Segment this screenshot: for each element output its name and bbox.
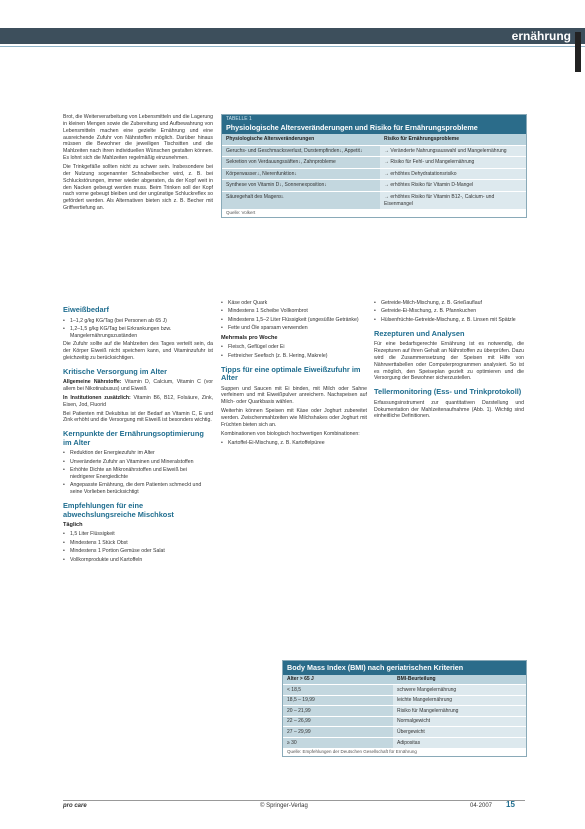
table-row [283,716,526,727]
heading-critical-supply: Kritische Versorgung im Alter [63,366,168,376]
heading-protein-need: Eiweißbedarf [63,305,109,314]
table-row [283,684,526,695]
table-cell: 22 – 26,99 [283,717,393,727]
list-item: • Reduktion der Energiezufuhr im Alter [63,450,213,457]
footer-publisher: © Springer-Verlag [260,803,308,809]
list-item: • Angepasste Ernährung, die dem Patienten schmeckt und seine Vorlieben berücksichtigt [63,482,213,496]
table-cell: Geruchs- und Geschmacksverlust, Durstempfinden↓, Appetit↓ [222,146,380,157]
table-bmi [282,660,527,757]
table-cell: Normalgewicht [397,718,431,725]
table-source: Quelle: Volkert [226,210,256,216]
list-item: • Mindestens 1,5–2 Liter Flüssigkeit (ungesüßte Getränke) [221,317,367,324]
list-item: • Mindestens 1 Stück Obst [63,540,213,547]
table-cell: → Risiko für Fehl- und Mangelernährung [384,159,475,166]
table-row [222,156,526,168]
table-cell: 18,5 – 19,99 [283,696,393,706]
table-row [222,191,526,209]
footer-journal: pro care [63,803,87,809]
list [63,450,213,496]
table-cell: Sekretion von Verdauungssäften↓, Zahnprobleme [222,157,380,168]
table-age-changes [221,114,527,218]
bold-lead: Allgemeine Nährstoffe: [63,379,122,386]
list [374,300,524,324]
table-cell: → erhöhtes Risiko für Vitamin B12-, Calcium- und Eisenmangel [384,194,495,207]
table-row [283,737,526,748]
list-item: • 1–1,2 g/kg KG/Tag (bei Personen ab 65 J) [63,318,213,325]
list [221,440,367,447]
table-cell: ≥ 30 [283,738,393,748]
text: Vitamin D, Calcium, Vitamin C (vor allem bei Nikotinabusus) und Eiweiß [63,379,213,393]
list-item: • 1,5 Liter Flüssigkeit [63,531,213,538]
list [63,318,213,340]
paragraph: Die Trinkgefäße sollten nicht zu schwer sein. Insbesondere bei der Nutzung sogenannter Schnabelbecher wird, z. B. bei Schluckstörungen, immer wieder abgeraten, da der Kopf weit in den Nacken gebeugt werden muss. Beim Trinken soll der Kopf nach vorne gebeugt bleiben und der ungünstige Schluckreflex so gefördert werden. Als Alternativen bieten sich z. B. Becher mit Griffvertiefung an. [63,164,213,212]
list-item: • Fette und Öle sparsam verwenden [221,325,367,332]
table-cell: → Veränderte Nahrungsauswahl und Mangelernährung [384,147,507,154]
paragraph [63,395,213,409]
paragraph: Für eine bedarfsgerechte Ernährung ist es notwendig, die Rezepturen auf ihren Gehalt an Nährstoffen zu überprüfen. Dazu wird die Zusammensetzung der Speisen mit Hilfe von Nährwerttabellen oder Computerprogrammen analysiert. So ist es möglich, den Speiseplan gezielt zu optimieren und die Versorgung der Bewohner sicherzustellen. [374,341,524,382]
footer-rule [63,800,525,801]
header-rule [0,46,585,47]
table-cell: schwere Mangelernährung [397,686,457,693]
text: Vitamin B6, B12, Folsäure, Zink, Eisen, Jod, Fluorid [63,394,214,408]
list-item: • Fleisch, Geflügel oder Ei [221,344,367,351]
heading-plate-monitoring: Tellermonitoring (Ess- und Trinkprotokoll) [374,387,522,397]
table-row [283,705,526,716]
table-row [222,145,526,157]
column-1 [63,300,213,565]
section-title: ernährung [511,29,571,43]
heading-recipes: Rezepturen und Analysen [374,328,465,338]
header-bar [0,28,585,44]
list-item: • Getreide-Milch-Mischung, z. B. Grießauflauf [374,300,524,307]
list-item: • Kartoffel-Ei-Mischung, z. B. Kartoffelpüree [221,440,367,447]
table-cell: Adipositas [397,739,421,746]
table-row [222,179,526,191]
list [221,300,367,332]
list [221,344,367,359]
table-header [283,675,526,685]
column-2 [221,300,367,448]
list-item: • 1,2–1,5 g/kg KG/Tag bei Erkrankungen bzw. Mangelernährungszuständen [63,326,213,340]
list-item: • Hülsenfrüchte-Getreide-Mischung, z. B. Linsen mit Spätzle [374,317,524,324]
paragraph: Brot, die Weiterverarbeitung von Lebensmitteln und die Lagerung in kleinen Mengen sowie die Zubereitung und Aufbewahrung von Lebensmitteln machen eine gezielte Ernährung und eine ausreichende Zufuhr von Nährstoffen möglich. Darüber hinaus müssen die Bewohner die jeweiligen Tischsitten und die Mahlzeiten nach ihren individuellen Wünschen gestalten können. Es lohnt sich die Mahlzeiten regelmäßig einzunehmen. [63,114,213,162]
heading-protein-tips: Tipps für eine optimale Eiweißzufuhr im Alter [221,364,361,383]
list-item: • Vollkornprodukte und Kartoffeln [63,557,213,564]
paragraph: Weiterhin können Speisen mit Käse oder Joghurt zubereitet werden. Zwischenmahlzeiten wie Milchshakes oder Joghurt mit Früchten bieten sich an. [221,408,367,428]
table-cell: Synthese von Vitamin D↓, Sonnenexposition↓ [222,180,380,191]
list-item: • Erhöhte Dichte an Mikronährstoffen und Eiweiß bei niedrigerer Energiedichte [63,467,213,481]
paragraph: Bei Patienten mit Dekubitus ist der Bedarf an Vitamin C, E und Zink erhöht und die Versorgung mit Eiweiß ist besonders wichtig. [63,410,213,424]
page-number: 15 [506,800,515,809]
list [63,531,213,563]
column-header: Physiologische Altersveränderungen [226,136,315,143]
paragraph: Erfassungsinstrument zur quantitativen Darstellung und Dokumentation der Mahlzeitenaufnahme (Abb. 1). Wichtig sind einheitliche Definitionen. [374,399,524,420]
list-item: • Unveränderte Zufuhr an Vitaminen und Mineralstoffen [63,459,213,466]
table-row [222,168,526,180]
subheading-weekly: Mehrmals pro Woche [221,334,278,341]
table-cell: → erhöhtes Dehydratationsrisiko [384,170,457,177]
column-header: Risiko für Ernährungsprobleme [384,136,460,143]
footer-issue: 04·2007 [470,803,493,809]
list-item: • Fettreicher Seefisch (z. B. Hering, Makrele) [221,353,367,360]
table-cell: → erhöhtes Risiko für Vitamin D-Mangel [384,182,474,189]
paragraph: Kombinationen von biologisch hochwertigen Kombinationen: [221,430,360,437]
list-item: • Getreide-Ei-Mischung, z. B. Pfannkuchen [374,308,524,315]
table-cell: 27 – 29,99 [283,727,393,737]
table-title: Physiologische Altersveränderungen und Risiko für Ernährungsprobleme [222,123,526,135]
table-source: Quelle: Empfehlungen der Deutschen Gesellschaft für Ernährung [287,748,417,754]
table-row [283,695,526,706]
table-cell: Risiko für Mangelernährung [397,707,459,714]
column-header: BMI-Beurteilung [397,676,436,682]
table-cell: 20 – 21,99 [283,706,393,716]
table-header [222,134,526,145]
paragraph [63,379,213,393]
table-label: TABELLE 1 [222,115,526,123]
paragraph: Suppen und Saucen mit Ei binden, mit Milch oder Sahne verfeinern und mit Eiweißpulver anreichern. Nachspeisen auf Milch- oder Quarkbasis wählen. [221,385,367,406]
table-title: Body Mass Index (BMI) nach geriatrischen Kriterien [283,661,526,675]
bold-lead: In Institutionen zusätzlich: [63,394,131,401]
table-row [283,726,526,737]
table-cell: leichte Mangelernährung [397,697,453,704]
list-item: • Käse oder Quark [221,300,367,307]
table-cell: < 18,5 [283,685,393,695]
column-1-top [63,114,213,214]
heading-key-points: Kernpunkte der Ernährungsoptimierung im Alter [63,429,204,447]
edge-mark [575,32,581,72]
subheading-daily: Täglich [63,522,83,529]
table-cell: Körperwasser↓, Nierenfunktion↓ [222,169,380,180]
paragraph: Die Zufuhr sollte auf die Mahlzeiten des Tages verteilt sein, da der Körper Eiweiß nicht speichern kann, und Vitaminzufuhr ist gleichzeitig zu berücksichtigen. [63,341,213,361]
table-cell: Säuregehalt des Magens↓ [222,192,380,209]
table-cell: Übergewicht [397,728,425,735]
list-item: • Mindestens 1 Portion Gemüse oder Salat [63,548,213,555]
column-header: Alter > 65 J [287,676,314,682]
list-item: • Mindestens 1 Scheibe Vollkornbrot [221,308,367,315]
column-3 [374,300,524,422]
heading-recommendations: Empfehlungen für eine abwechslungsreiche Mischkost [63,501,174,519]
